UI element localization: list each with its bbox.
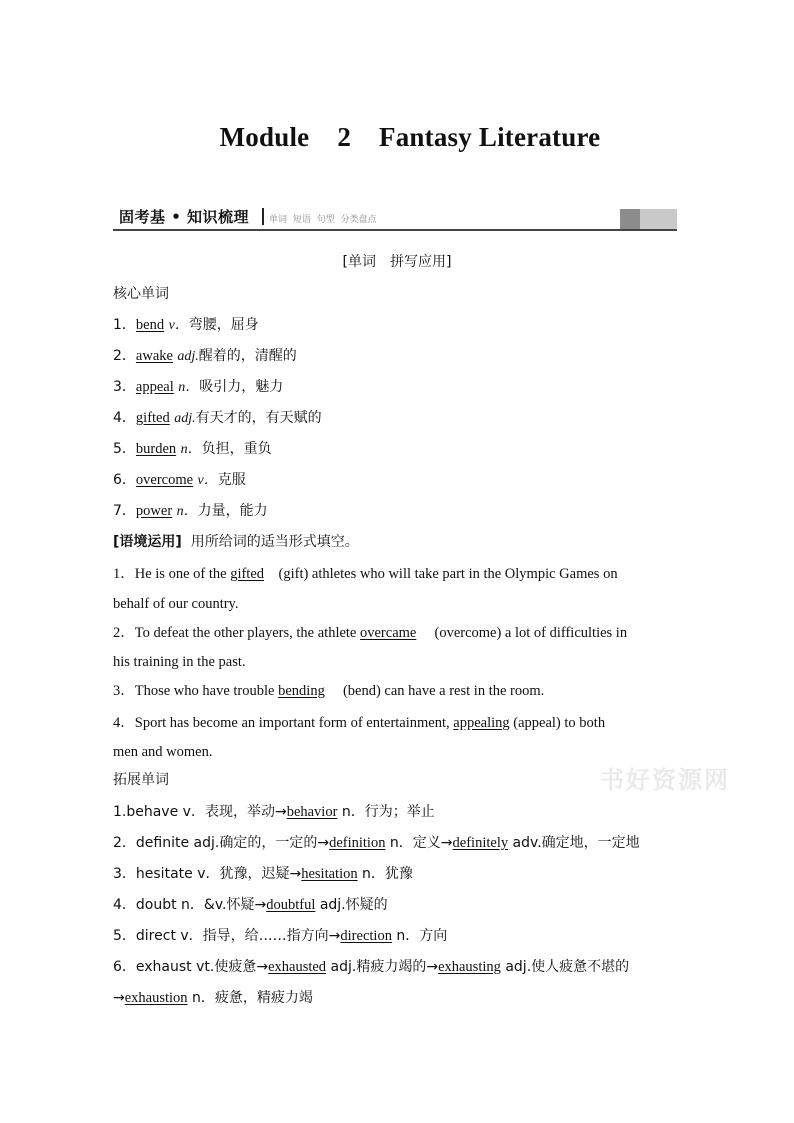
answer-blank: appealing bbox=[453, 715, 510, 731]
exercise-line bbox=[113, 714, 605, 732]
item-number: 3． bbox=[113, 379, 136, 395]
word-text: 5．direct v．指导，给……指方向→ bbox=[113, 928, 341, 944]
extended-word-item bbox=[113, 834, 640, 852]
extended-words-heading: 拓展单词 bbox=[113, 772, 169, 788]
item-number: 1． bbox=[113, 317, 136, 333]
banner-divider bbox=[262, 208, 264, 225]
item-number: 2． bbox=[113, 348, 136, 364]
word-text: adj.怀疑的 bbox=[315, 897, 388, 913]
word-text: 3．hesitate v．犹豫，迟疑→ bbox=[113, 866, 302, 882]
meaning: 有天才的，有天赋的 bbox=[195, 410, 322, 426]
part-of-speech: adj. bbox=[174, 411, 196, 426]
core-word-item bbox=[113, 440, 272, 459]
title-module: Module bbox=[219, 122, 310, 152]
answer-blank: definitely bbox=[452, 835, 509, 851]
exercise-text: (overcome) a lot of difficulties in bbox=[434, 625, 628, 641]
answer-blank: hesitation bbox=[301, 866, 358, 882]
word-text: n．定义→ bbox=[385, 835, 453, 851]
word-text: adj.使人疲惫不堪的 bbox=[500, 959, 630, 975]
answer-blank: overcame bbox=[360, 625, 417, 641]
banner-title: 固考基 • 知识梳理 bbox=[119, 208, 250, 226]
core-word-item bbox=[113, 471, 246, 490]
extended-word-item bbox=[113, 958, 629, 976]
answer-word: overcome bbox=[135, 472, 194, 488]
exercise-text: (appeal) to both bbox=[513, 715, 606, 731]
exercise-text: (gift) athletes who will take part in the Olympic Games on bbox=[278, 566, 618, 582]
core-word-item bbox=[113, 502, 268, 521]
word-text: 2．definite adj.确定的，一定的→ bbox=[113, 835, 330, 851]
answer-blank: behavior bbox=[286, 804, 338, 820]
exercise-line: his training in the past. bbox=[113, 654, 246, 670]
exercise-text: 2．To defeat the other players, the athlete bbox=[113, 625, 357, 641]
answer-word: power bbox=[135, 503, 173, 519]
answer-blank: exhausted bbox=[268, 959, 327, 975]
item-number: 4． bbox=[113, 410, 136, 426]
extended-word-item bbox=[113, 989, 313, 1007]
context-tag: [语境运用] bbox=[113, 534, 182, 550]
page-title bbox=[0, 122, 794, 153]
exercise-text: 3．Those who have trouble bbox=[113, 683, 275, 699]
answer-word: burden bbox=[135, 441, 177, 457]
exercise-line: behalf of our country. bbox=[113, 596, 239, 612]
word-text: n．行为；举止 bbox=[337, 804, 435, 820]
exercise-line bbox=[113, 565, 618, 583]
word-text: adv.确定地，一定地 bbox=[508, 835, 640, 851]
core-word-item bbox=[113, 316, 259, 335]
title-topic: Fantasy Literature bbox=[379, 122, 601, 152]
banner-light-block bbox=[640, 209, 677, 229]
part-of-speech: n． bbox=[176, 504, 198, 519]
meaning: 弯腰，屈身 bbox=[188, 317, 259, 333]
answer-blank: definition bbox=[329, 835, 386, 851]
item-number: 6． bbox=[113, 472, 136, 488]
exercise-line bbox=[113, 624, 627, 642]
word-text: 6．exhaust vt.使疲惫→ bbox=[113, 959, 269, 975]
word-text: adj.精疲力竭的→ bbox=[326, 959, 439, 975]
part-of-speech: v． bbox=[197, 473, 218, 488]
meaning: 克服 bbox=[217, 472, 246, 488]
part-of-speech: adj. bbox=[177, 349, 199, 364]
meaning: 力量，能力 bbox=[197, 503, 268, 519]
answer-word: bend bbox=[135, 317, 165, 333]
answer-blank: exhaustion bbox=[124, 990, 188, 1006]
exercise-text: (bend) can have a rest in the room. bbox=[342, 683, 545, 699]
core-word-item bbox=[113, 409, 322, 428]
answer-blank: doubtful bbox=[266, 897, 316, 913]
context-instruction: 用所给词的适当形式填空。 bbox=[190, 534, 359, 550]
context-heading bbox=[113, 533, 359, 551]
exercise-text: 4．Sport has become an important form of entertainment, bbox=[113, 715, 450, 731]
banner-rule bbox=[113, 229, 677, 231]
word-text: n．疲惫，精疲力竭 bbox=[187, 990, 313, 1006]
extended-word-item bbox=[113, 803, 435, 821]
answer-word: gifted bbox=[135, 410, 170, 426]
title-number: 2 bbox=[337, 122, 352, 152]
exercise-text: 1．He is one of the bbox=[113, 566, 227, 582]
item-number: 7． bbox=[113, 503, 136, 519]
word-text: n．方向 bbox=[391, 928, 448, 944]
answer-word: awake bbox=[135, 348, 173, 364]
answer-blank: bending bbox=[278, 683, 325, 699]
word-text: n．犹豫 bbox=[357, 866, 413, 882]
extended-word-item bbox=[113, 896, 388, 914]
core-word-item bbox=[113, 347, 297, 366]
extended-word-item bbox=[113, 927, 447, 945]
word-text: → bbox=[113, 990, 125, 1006]
meaning: 醒着的，清醒的 bbox=[198, 348, 297, 364]
part-of-speech: n． bbox=[178, 380, 200, 395]
exercise-line: men and women. bbox=[113, 744, 213, 760]
exercise-line bbox=[113, 682, 544, 700]
core-words-heading: 核心单词 bbox=[113, 286, 169, 302]
core-word-item bbox=[113, 378, 283, 397]
extended-word-item bbox=[113, 865, 413, 883]
word-text: 1.behave v．表现，举动→ bbox=[113, 804, 287, 820]
banner-subtitle: 单词 短语 句型 分类盘点 bbox=[269, 215, 377, 225]
item-number: 5． bbox=[113, 441, 136, 457]
answer-blank: direction bbox=[340, 928, 392, 944]
section-heading: [单词 拼写应用] bbox=[342, 254, 452, 270]
watermark: 书好资源网 bbox=[600, 766, 730, 794]
answer-word: appeal bbox=[135, 379, 174, 395]
answer-blank: exhausting bbox=[438, 959, 501, 975]
part-of-speech: n． bbox=[180, 442, 202, 457]
section-banner bbox=[113, 205, 677, 231]
answer-blank: gifted bbox=[230, 566, 265, 582]
meaning: 吸引力，魅力 bbox=[199, 379, 284, 395]
banner-dark-block bbox=[620, 209, 640, 229]
word-text: 4．doubt n．&v.怀疑→ bbox=[113, 897, 267, 913]
part-of-speech: v． bbox=[168, 318, 189, 333]
meaning: 负担，重负 bbox=[201, 441, 272, 457]
